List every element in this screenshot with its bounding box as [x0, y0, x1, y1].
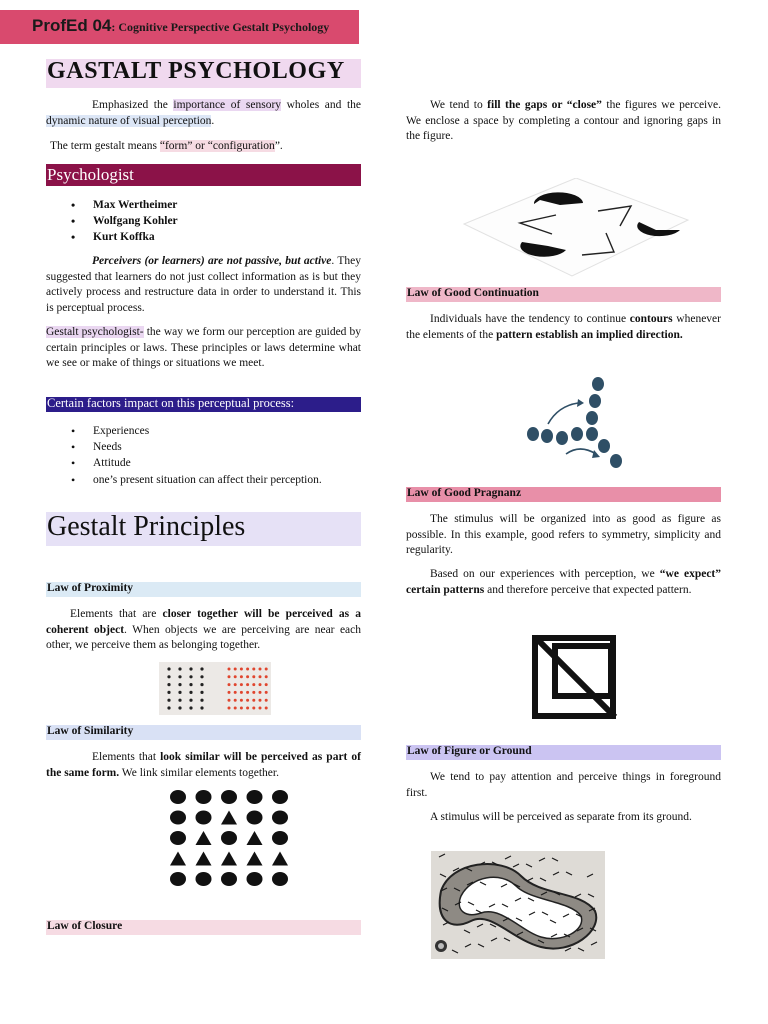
proximity-dot: [234, 699, 237, 702]
figure-ground-image: [431, 851, 605, 959]
proximity-dot: [167, 691, 170, 694]
proximity-dot: [228, 668, 231, 671]
proximity-dot: [167, 667, 170, 670]
proximity-paragraph: [46, 607, 361, 654]
definition-highlight: “form” or “configuration: [159, 140, 275, 152]
proximity-dot: [246, 707, 249, 710]
figure-ground-paragraph-2: A stimulus will be perceived as separate from its ground.: [430, 811, 692, 823]
proximity-dot: [200, 706, 203, 709]
proximity-dot: [265, 683, 268, 686]
similarity-circle: [170, 790, 186, 804]
proximity-dot: [178, 706, 181, 709]
proximity-emphasis: closer together will be perceived as a coherent object: [46, 608, 361, 636]
intro-paragraph: [46, 98, 361, 129]
proximity-text: Elements that are: [70, 608, 163, 620]
similarity-circle: [272, 811, 288, 825]
closure-emphasis: fill the gaps or “close”: [487, 99, 602, 111]
proximity-dot: [200, 667, 203, 670]
proximity-dot: [265, 675, 268, 678]
proximity-dot: [234, 683, 237, 686]
proximity-dot: [240, 668, 243, 671]
proximity-dot: [246, 683, 249, 686]
gestalt-definition: [50, 139, 361, 155]
proximity-text: . When objects we are perceiving are near each other, we perceive them as belonging together.: [46, 623, 362, 651]
pragnanz-text: and therefore perceive that expected pattern.: [484, 583, 692, 596]
proximity-dot: [259, 707, 262, 710]
page-title: GASTALT PSYCHOLOGY: [47, 58, 345, 84]
proximity-dot: [234, 675, 237, 678]
proximity-dot: [240, 683, 243, 686]
similarity-triangle: [247, 852, 263, 866]
closure-title: Law of Closure: [47, 920, 123, 932]
proximity-dot: [259, 691, 262, 694]
proximity-dot: [246, 691, 249, 694]
proximity-dot: [252, 691, 255, 694]
proximity-dot: [178, 683, 181, 686]
similarity-circle: [170, 811, 186, 825]
intro-highlight-2: dynamic nature of visual perception: [46, 114, 212, 127]
pragnanz-title: Law of Good Pragnanz: [407, 487, 522, 499]
similarity-circle: [170, 872, 186, 886]
closure-figure: [456, 178, 696, 278]
proximity-dot: [228, 707, 231, 710]
closure-text: the figures we perceive. We enclose a space by completing a contour and ignoring gaps in the figure.: [406, 99, 721, 142]
perceivers-paragraph: [46, 254, 361, 316]
proximity-dot: [178, 675, 181, 678]
continuation-title: Law of Good Continuation: [407, 287, 539, 299]
gestalt-psychologist-label: Gestalt psychologist-: [46, 326, 144, 338]
principles-heading: Gestalt Principles: [47, 511, 246, 542]
similarity-circle: [272, 831, 288, 845]
similarity-triangle: [221, 811, 237, 825]
pragnanz-text: Based on our experiences with perception, we: [430, 568, 660, 580]
similarity-circle: [196, 790, 212, 804]
continuation-paragraph: [406, 312, 721, 343]
proximity-dot: [200, 699, 203, 702]
perceivers-emphasis: Perceivers (or learners) are not passive, but active: [92, 255, 332, 267]
list-item: • Experiences: [71, 423, 361, 439]
proximity-dot: [228, 675, 231, 678]
proximity-dot: [240, 699, 243, 702]
proximity-dot: [178, 699, 181, 702]
similarity-triangle: [247, 831, 263, 845]
pragnanz-paragraph-2: [406, 567, 721, 598]
proximity-dot: [246, 668, 249, 671]
list-item: • Attitude: [71, 455, 361, 471]
psychologist-heading: Psychologist: [47, 165, 134, 184]
proximity-dot: [228, 691, 231, 694]
proximity-dot: [189, 691, 192, 694]
similarity-text: We link similar elements together.: [119, 766, 279, 779]
proximity-dot: [265, 668, 268, 671]
proximity-dot: [246, 699, 249, 702]
proximity-dot: [200, 675, 203, 678]
similarity-title: Law of Similarity: [47, 725, 134, 737]
proximity-dot: [240, 675, 243, 678]
continuation-figure: [520, 370, 630, 472]
closure-paragraph: [406, 98, 721, 145]
continuation-emphasis: contours: [629, 313, 673, 325]
continuation-emphasis: pattern establish an implied direction.: [496, 328, 683, 341]
list-item: • one’s present situation can affect their perception.: [71, 472, 361, 488]
similarity-triangle: [170, 852, 186, 866]
proximity-dot: [265, 691, 268, 694]
proximity-dot: [189, 667, 192, 670]
proximity-dot: [259, 699, 262, 702]
proximity-dot: [252, 683, 255, 686]
psychologist-list: [71, 197, 351, 246]
proximity-dot: [252, 668, 255, 671]
list-item: • Kurt Koffka: [71, 229, 351, 245]
proximity-dot: [200, 683, 203, 686]
similarity-figure: [164, 785, 290, 891]
continuation-text: Individuals have the tendency to continue: [430, 313, 630, 325]
similarity-circle: [221, 872, 237, 886]
proximity-dot: [234, 707, 237, 710]
perceivers-text: . They suggested that learners do not just collect information as is but they actively process and restructure data in order to understand it. This is perceptual process.: [46, 255, 361, 314]
proximity-dot: [265, 699, 268, 702]
proximity-dot: [240, 707, 243, 710]
proximity-dot: [189, 683, 192, 686]
figure-ground-title: Law of Figure or Ground: [407, 745, 532, 757]
pragnanz-figure: [526, 629, 622, 723]
similarity-triangle: [272, 852, 288, 866]
similarity-circle: [196, 811, 212, 825]
similarity-circle: [247, 872, 263, 886]
closure-text: We tend to: [430, 99, 488, 111]
course-code: ProfEd 04: [32, 16, 112, 35]
similarity-triangle: [196, 831, 212, 845]
list-item: • Max Wertheimer: [71, 197, 351, 213]
similarity-circle: [272, 790, 288, 804]
proximity-dot: [252, 675, 255, 678]
proximity-dot: [167, 675, 170, 678]
similarity-circle: [221, 831, 237, 845]
proximity-dot: [167, 706, 170, 709]
proximity-title: Law of Proximity: [47, 582, 134, 594]
similarity-circle: [272, 872, 288, 886]
proximity-dot: [228, 699, 231, 702]
proximity-dot: [265, 707, 268, 710]
gestalt-psychologist-paragraph: [46, 325, 361, 372]
similarity-paragraph: [46, 750, 361, 781]
pragnanz-paragraph-1: The stimulus will be organized into as good as figure as possible. In this example, good refers to symmetry, simplicity and regularity.: [406, 513, 721, 556]
similarity-text: Elements that: [92, 751, 161, 763]
intro-highlight-1: importance of sensory: [173, 99, 282, 111]
proximity-dot: [189, 706, 192, 709]
proximity-dot: [200, 691, 203, 694]
similarity-circle: [247, 811, 263, 825]
proximity-dot: [189, 675, 192, 678]
definition-text: The term gestalt means: [50, 140, 160, 152]
proximity-dot: [252, 707, 255, 710]
proximity-figure: [159, 662, 271, 715]
proximity-dot: [240, 691, 243, 694]
proximity-dot: [167, 699, 170, 702]
pragnanz-emphasis: “we expect” certain patterns: [406, 568, 722, 596]
factors-heading: Certain factors impact on this perceptual process:: [47, 396, 295, 410]
similarity-triangle: [221, 852, 237, 866]
proximity-dot: [259, 675, 262, 678]
proximity-dot: [246, 675, 249, 678]
similarity-circle: [170, 831, 186, 845]
similarity-emphasis: look similar will be perceived as part of the same form.: [46, 751, 361, 779]
similarity-circle: [196, 872, 212, 886]
proximity-dot: [234, 668, 237, 671]
intro-text: wholes and the: [281, 99, 361, 111]
figure-ground-paragraph-1: We tend to pay attention and perceive things in foreground first.: [406, 771, 721, 799]
proximity-dot: [259, 683, 262, 686]
document-header: [32, 16, 329, 36]
proximity-dot: [189, 699, 192, 702]
proximity-dot: [234, 691, 237, 694]
list-item: • Wolfgang Kohler: [71, 213, 351, 229]
definition-text: ”.: [274, 140, 283, 152]
factors-list: [71, 423, 361, 488]
header-subtitle: : Cognitive Perspective Gestalt Psychology: [111, 20, 330, 34]
list-item: • Needs: [71, 439, 361, 455]
continuation-text: whenever the elements of the: [406, 313, 721, 341]
intro-text: Emphasized the: [92, 99, 174, 111]
proximity-dot: [167, 683, 170, 686]
similarity-circle: [247, 790, 263, 804]
proximity-dot: [252, 699, 255, 702]
proximity-dot: [178, 667, 181, 670]
proximity-dot: [228, 683, 231, 686]
proximity-dot: [178, 691, 181, 694]
proximity-dot: [259, 668, 262, 671]
similarity-triangle: [196, 852, 212, 866]
gestalt-psychologist-text: the way we form our perception are guided by certain principles or laws. These principles or laws determine what we see or make of things or situations we meet.: [46, 326, 361, 369]
intro-text: .: [211, 114, 215, 127]
similarity-circle: [221, 790, 237, 804]
